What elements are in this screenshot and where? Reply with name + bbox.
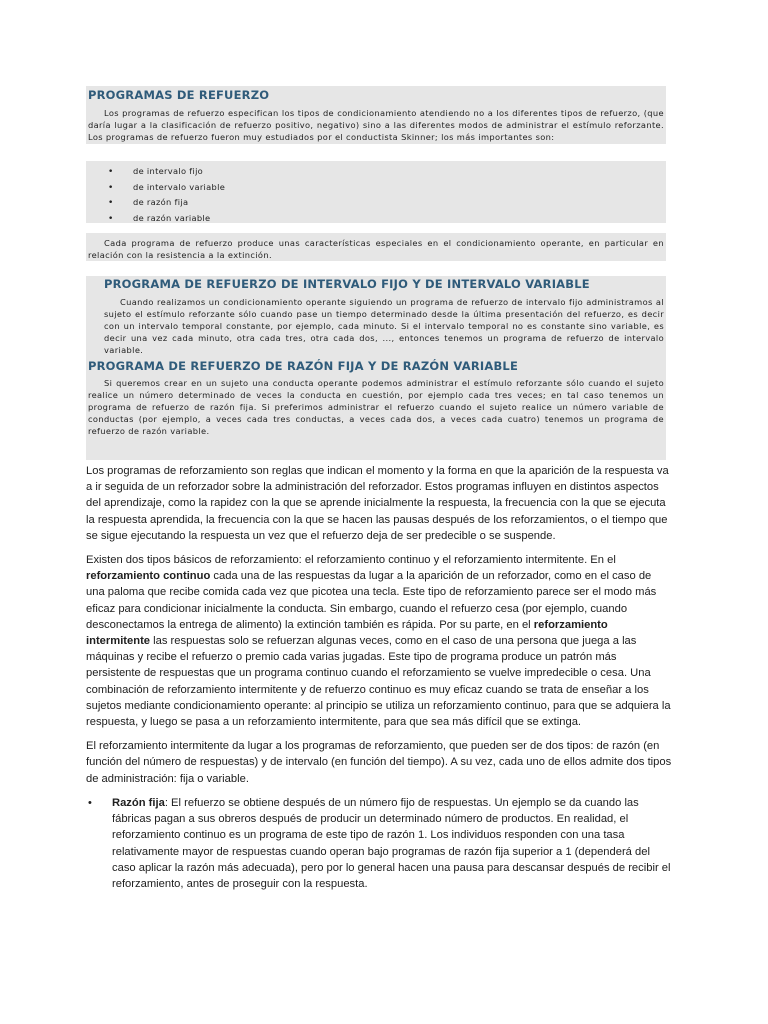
section-paragraph: Los programas de refuerzo especifican los tipos de condicionamiento atendiendo no a los diferentes tipos de refuerzo, (que daría lugar a la clasificación de refuerzo positivo, negativo) sino a las diferentes modos de administrar el estímulo reforzante. Los programas de refuerzo fueron muy estudiados por el conductista Skinner; los más importantes son: [88, 108, 664, 142]
bullet-icon: • [108, 213, 114, 224]
program-types-list [86, 161, 666, 223]
list-item [108, 211, 666, 227]
text-run: cada una de las respuestas da lugar a la aparición de un reforzador, como en el caso de una paloma que recibe comida cada vez que picotea una tecla. Este tipo de reforzamiento parece ser el modo más eficaz para condicionar inicialmente la conducta. Sin embargo, cuando el refuerzo cesa (por ejemplo, cuando desconectamos la entrega de alimento) la extinción también es rápida. Por su parte, en el [86, 570, 657, 631]
section-paragraph-ratio: Si queremos crear en un sujeto una conducta operante podemos administrar el estímulo reforzante sólo cuando el sujeto realice un número determinado de veces la conducta en cuestión, por ejemplo cada tres veces; en tal caso tenemos un programa de refuerzo de razón fija. Si preferimos administrar el refuerzo cuando el sujeto realice un número variable de conductas (por ejemplo, a veces cada tres conductas, a veces cada dos, a veces cada cuatro) tenemos un programa de refuerzo de razón variable. [88, 378, 664, 436]
bullet-icon: • [88, 797, 92, 809]
bold-term: Razón fija [112, 797, 165, 809]
section-title: PROGRAMAS DE REFUERZO [88, 88, 270, 102]
bullet-list [86, 795, 672, 892]
bold-term: reforzamiento intermitente [86, 618, 608, 648]
text-run: Existen dos tipos básicos de reforzamiento: el reforzamiento continuo y el reforzamiento intermitente. En el [86, 554, 616, 567]
body-text [86, 463, 672, 795]
section-characteristics [86, 233, 666, 261]
section-paragraph-interval: Cuando realizamos un condicionamiento operante siguiendo un programa de refuerzo de intervalo fijo administramos al sujeto el estímulo reforzante sólo cuando pase un tiempo determinado desde la última presentación del refuerzo, es decir con un intervalo temporal constante, por ejemplo, cada minuto. Si el intervalo temporal no es constante sino variable, es decir una vez cada minuto, otra cada tres, otra cada dos, ..., entonces tenemos un programa de refuerzo de intervalo variable. [104, 297, 664, 355]
list-item-label: de razón fija [133, 197, 189, 207]
section-interval-and-ratio [86, 276, 666, 460]
section-title-ratio: PROGRAMA DE REFUERZO DE RAZÓN FIJA Y DE RAZÓN VARIABLE [88, 359, 518, 373]
list-item-label: de intervalo variable [133, 181, 226, 192]
list-item-text: : El refuerzo se obtiene después de un número fijo de respuestas. Un ejemplo se da cuando las fábricas pagan a sus obreros después de producir un determinado número de productos. En realidad, el reforzamiento continuo es un programa de este tipo de razón 1. Los individuos responden con una tasa relativamente mayor de respuestas cuando operan bajo programas de razón fija superior a 1 (dependerá del caso aplicar la razón más adecuada), pero por lo general hacen una pausa para descansar después de recibir el reforzamiento, antes de proseguir con la respuesta. [112, 797, 671, 891]
list-item [86, 795, 672, 892]
section-paragraph: Cada programa de refuerzo produce unas características especiales en el condicionamiento operante, en particular en relación con la resistencia a la extinción. [88, 238, 664, 260]
list-item [108, 164, 666, 180]
bullet-icon: • [108, 198, 114, 208]
paragraph [86, 552, 672, 730]
section-programas-de-refuerzo [86, 86, 666, 144]
bold-term: reforzamiento continuo [86, 570, 211, 583]
section-title-interval: PROGRAMA DE REFUERZO DE INTERVALO FIJO Y DE INTERVALO VARIABLE [104, 277, 590, 291]
list-item-label: de intervalo fijo [133, 166, 204, 176]
text-run: las respuestas solo se refuerzan algunas veces, como en el caso de una persona que juega a las máquinas y recibe el refuerzo o premio cada varias jugadas. Este tipo de programa produce un patrón más persistente de respuestas que un programa continuo cuando el reforzamiento se vuelve impredecible o cesa. Una combinación de reforzamiento intermitente y de refuerzo continuo es muy eficaz cuando se trata de enseñar a los sujetos mediante condicionamiento operante: al principio se utiliza un reforzamiento continuo, para que se adquiera la respuesta, y luego se pasa a un reforzamiento intermitente, para que sea más difícil que se extinga. [86, 635, 671, 729]
list-item [108, 180, 666, 196]
paragraph: Los programas de reforzamiento son reglas que indican el momento y la forma en que la aparición de la respuesta va a ir seguida de un reforzador sobre la administración del reforzador. Estos programas influyen en distintos aspectos del aprendizaje, como la rapidez con la que se aprende inicialmente la respuesta, la frecuencia con la que se ejecuta la respuesta aprendida, la frecuencia con la que se hacen las pausas después de los reforzamientos, o el tiempo que se sigue ejecutando la respuesta un vez que el refuerzo deja de ser predecible o se suspende. [86, 465, 669, 542]
list-item-label: de razón variable [133, 212, 211, 223]
bullet-icon: • [108, 182, 114, 193]
paragraph: El reforzamiento intermitente da lugar a los programas de reforzamiento, que pueden ser de dos tipos: de razón (en función del número de respuestas) y de intervalo (en función del tiempo). A su vez, cada uno de ellos admite dos tipos de administración: fija o variable. [86, 740, 672, 785]
bullet-icon: • [108, 167, 114, 177]
list-item [108, 195, 666, 211]
